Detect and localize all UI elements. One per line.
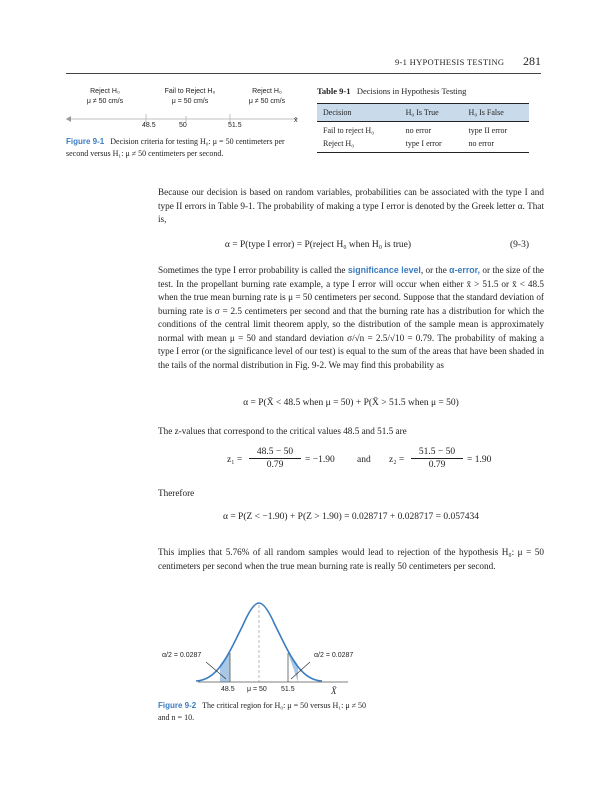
caption-label: Figure 9-1 bbox=[66, 137, 105, 146]
table-cell: no error bbox=[463, 137, 529, 153]
equation-alpha: α = P(X̄ < 48.5 when μ = 50) + P(X̄ > 51.5 when μ = 50) bbox=[243, 398, 459, 408]
z-values-equation bbox=[227, 447, 517, 477]
region-condition: μ ≠ 50 cm/s bbox=[86, 98, 124, 105]
caption-text: Decision criteria for testing H₀: μ = 50 centimeters per second versus H₁: μ ≠ 50 centimeters per second. bbox=[66, 137, 285, 158]
table-header-cell: H₀ Is False bbox=[463, 104, 529, 122]
paragraph-2-rest: or the size of the test. In the propellant burning rate example, a type I error will occur when either x̄ > 51.5 or x̄ < 48.5 when the true mean burning rate is μ = 50 centimeters per second. Suppose that the standard deviation of burning rate is σ = 2.5 centimeters per second and that the burning rate has a distribution for which the conditions of the central limit theorem apply, so the distribution of the sample mean is approximately normal with mean μ = 50 and standard deviation σ/√n = 2.5/√10 = 0.79. The probability of making a type I error (or the significance level of our test) is equal to the sum of the areas that have been shaded in the tails of the normal distribution in Fig. 9-2. We may find this probability as bbox=[158, 265, 544, 370]
axis-label-xbar: X̄ bbox=[331, 686, 337, 696]
figure-9-1 bbox=[66, 88, 298, 128]
tick-48-5: 48.5 bbox=[142, 122, 156, 129]
table-cell: Fail to reject H₀ bbox=[323, 126, 374, 135]
paragraph-2 bbox=[158, 264, 544, 372]
tick-51-5: 51.5 bbox=[281, 686, 295, 693]
table-cell: Reject H₀ bbox=[317, 137, 400, 153]
keyword-alpha-error: α-error, bbox=[449, 265, 481, 275]
left-tail-shading bbox=[220, 653, 230, 682]
z1-lhs: z₁ = bbox=[227, 455, 243, 465]
region-title: Reject H₀ bbox=[252, 88, 282, 95]
tick-51-5: 51.5 bbox=[228, 122, 242, 129]
paragraph-3: The z-values that correspond to the critical values 48.5 and 51.5 are bbox=[158, 426, 407, 436]
right-tail-label: α/2 = 0.0287 bbox=[314, 652, 354, 659]
z2-lhs: z₂ = bbox=[389, 455, 405, 465]
z1-fraction bbox=[249, 447, 301, 470]
z2-fraction bbox=[411, 447, 463, 470]
figure-9-1-caption bbox=[66, 136, 298, 160]
section-title: 9-1 HYPOTHESIS TESTING bbox=[394, 57, 505, 67]
table-row bbox=[317, 122, 529, 138]
table-cell: no error bbox=[405, 126, 432, 135]
table-header-cell: H₀ Is True bbox=[400, 104, 463, 122]
table-header-row bbox=[317, 104, 529, 122]
equation-number: (9-3) bbox=[510, 240, 529, 250]
table-9-1-title bbox=[317, 86, 466, 96]
paragraph-4: Therefore bbox=[158, 488, 195, 498]
z2-denominator: 0.79 bbox=[428, 460, 446, 470]
region-title: Reject H₀ bbox=[90, 88, 120, 95]
equation-alpha-result: α = P(Z < −1.90) + P(Z > 1.90) = 0.028717 + 0.028717 = 0.057434 bbox=[222, 512, 480, 522]
table-cell: type I error bbox=[400, 137, 463, 153]
paragraph-2-mid: , or the bbox=[420, 265, 450, 275]
axis-label-xbar: x̄ bbox=[294, 117, 298, 124]
z2-numerator: 51.5 − 50 bbox=[411, 447, 463, 459]
z-and: and bbox=[357, 455, 371, 465]
tick-mu-50: μ = 50 bbox=[247, 686, 267, 693]
z1-result: = −1.90 bbox=[305, 455, 335, 465]
caption-text: The critical region for H₀: μ = 50 versus H₁: μ ≠ 50 and n = 10. bbox=[158, 701, 367, 722]
region-reject-right bbox=[232, 88, 302, 105]
table-9-1 bbox=[317, 103, 529, 153]
z1-denominator: 0.79 bbox=[266, 460, 284, 470]
region-fail-to-reject bbox=[150, 88, 230, 105]
header-rule bbox=[66, 73, 541, 74]
keyword-significance-level: significance level bbox=[347, 265, 421, 275]
equation-9-3: α = P(type I error) = P(reject H₀ when H₀ is true) bbox=[224, 240, 412, 250]
figure-9-2-normal-curve bbox=[158, 595, 368, 695]
region-condition: μ ≠ 50 cm/s bbox=[248, 98, 286, 105]
region-condition: μ = 50 cm/s bbox=[171, 98, 209, 105]
figure-9-2-caption bbox=[158, 700, 368, 724]
table-row bbox=[317, 137, 529, 153]
z1-numerator: 48.5 − 50 bbox=[249, 447, 301, 459]
page-number: 281 bbox=[523, 54, 541, 68]
paragraph-5: This implies that 5.76% of all random samples would lead to rejection of the hypothesis H₀: μ = 50 centimeters per second when the true mean burning rate is really 50 centimeters per second. bbox=[158, 547, 544, 571]
left-tail-label: α/2 = 0.0287 bbox=[162, 652, 202, 659]
z2-result: = 1.90 bbox=[467, 455, 492, 465]
region-title: Fail to Reject H₀ bbox=[164, 88, 216, 95]
paragraph-1: Because our decision is based on random variables, probabilities can be associated with the type I and type II errors in Table 9-1. The probability of making a type I error is denoted by the Greek letter α. That is, bbox=[158, 187, 544, 224]
table-cell: type II error bbox=[468, 126, 508, 135]
running-header bbox=[395, 54, 541, 69]
table-title: Decisions in Hypothesis Testing bbox=[356, 86, 467, 96]
tick-48-5: 48.5 bbox=[221, 686, 235, 693]
table-header-cell: Decision bbox=[317, 104, 400, 122]
caption-label: Figure 9-2 bbox=[158, 701, 197, 710]
paragraph-2-start: Sometimes the type I error probability is called the bbox=[158, 265, 348, 275]
table-label: Table 9-1 bbox=[317, 86, 351, 96]
tick-50: 50 bbox=[179, 122, 187, 129]
region-reject-left bbox=[66, 88, 144, 105]
